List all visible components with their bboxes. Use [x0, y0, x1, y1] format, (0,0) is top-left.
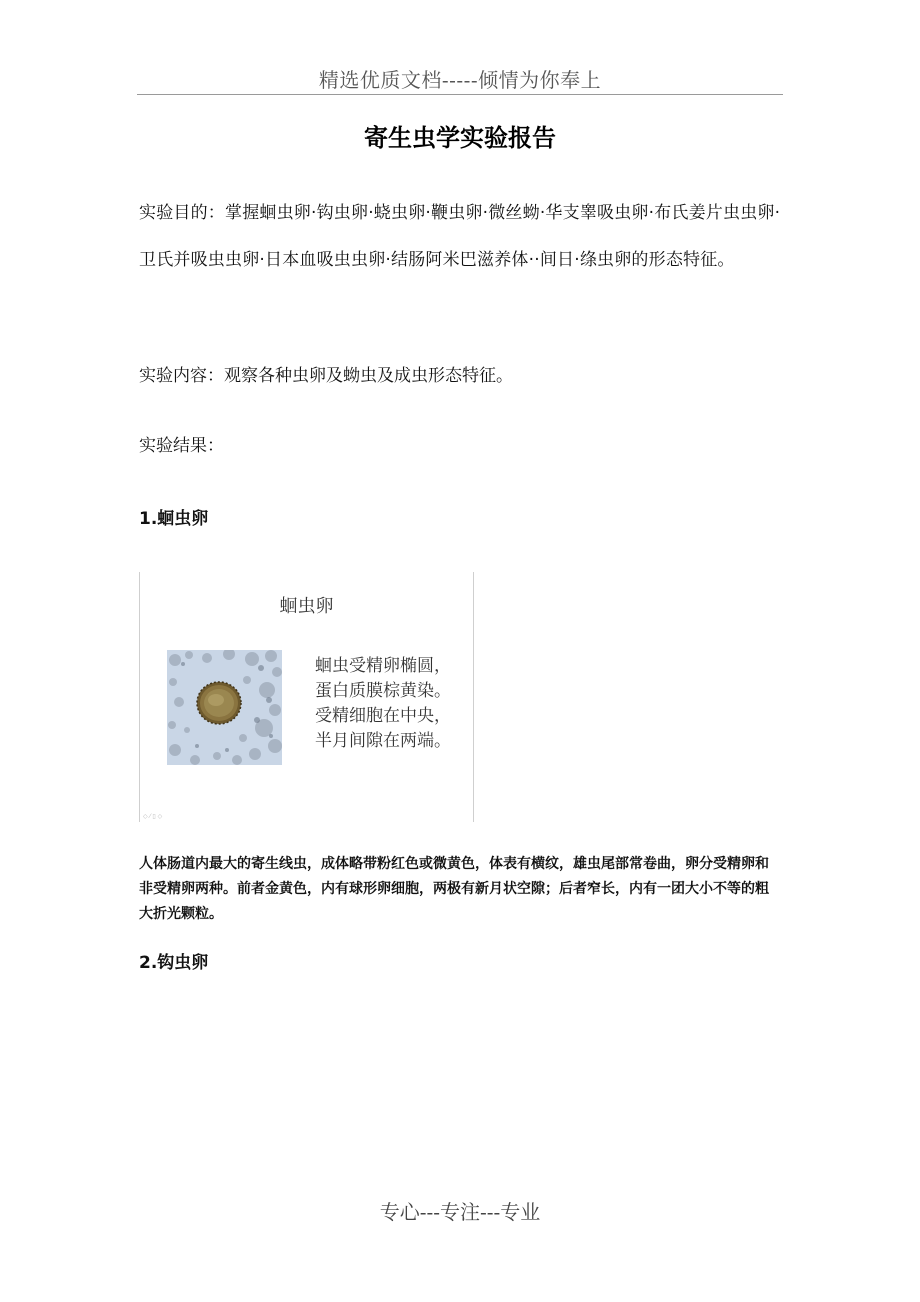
figure-footnote: ◇ ⁄ ▯ ◇ — [143, 813, 163, 820]
page-footer: 专心---专注---专业 — [379, 1200, 541, 1224]
section-heading-hookworm-egg: 2.钩虫卵 — [139, 953, 209, 973]
experiment-results-label: 实验结果： — [139, 436, 224, 456]
caption-line: 受精细胞在中央， — [315, 706, 451, 726]
roundworm-egg-figure — [139, 572, 474, 822]
page-header: 精选优质文档-----倾情为你奉上 — [318, 68, 602, 92]
experiment-purpose: 实验目的：掌握蛔虫卵·钩虫卵·蛲虫卵·鞭虫卵·微丝蚴·华支睾吸虫卵·布氏姜片虫虫卵·卫氏并吸虫虫卵·日本血吸虫虫卵·结肠阿米巴滋养体··间日·绦虫卵的形态特征。 — [139, 203, 781, 270]
header-divider — [137, 94, 783, 95]
caption-line: 蛔虫受精卵椭圆， — [315, 656, 451, 676]
experiment-content: 实验内容：观察各种虫卵及蚴虫及成虫形态特征。 — [139, 366, 513, 386]
figure-title: 蛔虫卵 — [279, 596, 334, 617]
caption-line: 蛋白质膜棕黄染。 — [315, 681, 451, 701]
roundworm-description: 人体肠道内最大的寄生线虫，成体略带粉红色或微黄色，体表有横纹，雄虫尾部常卷曲，卵分受精卵和非受精卵两种。前者金黄色，内有球形卵细胞，两极有新月状空隙；后者窄长，内有一团大小不等的粗大折光颗粒。 — [139, 856, 769, 922]
document-title: 寄生虫学实验报告 — [364, 124, 556, 152]
caption-line: 半月间隙在两端。 — [315, 731, 451, 751]
figure-caption — [302, 654, 464, 754]
roundworm-egg-micrograph — [167, 650, 282, 765]
section-heading-roundworm-egg: 1.蛔虫卵 — [139, 509, 209, 529]
